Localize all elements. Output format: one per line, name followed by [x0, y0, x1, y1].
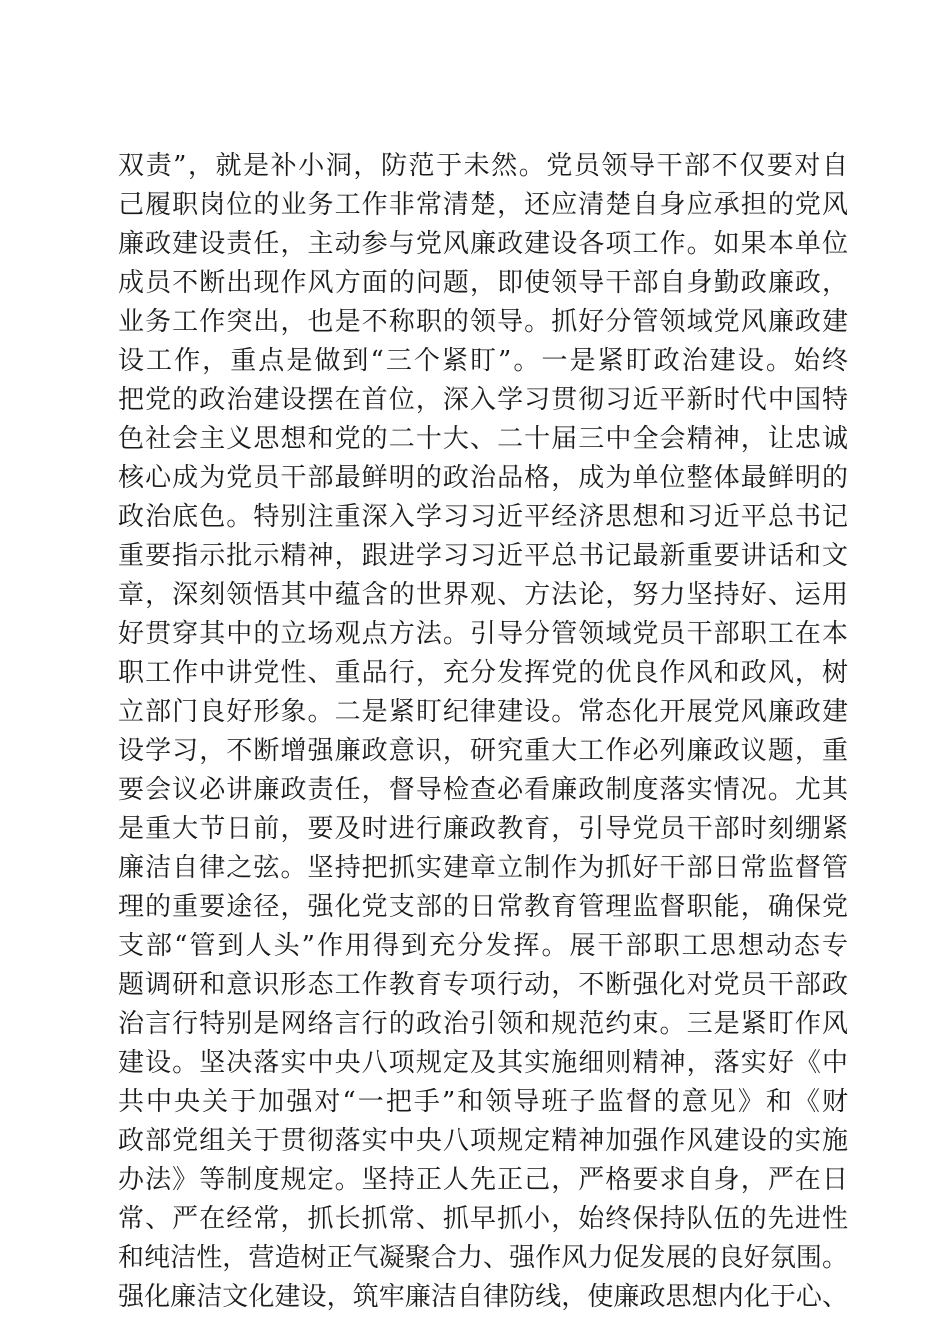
text-line: 廉政建设责任，主动参与党风廉政建设各项工作。如果本单位 — [118, 229, 848, 259]
text-line: 业务工作突出，也是不称职的领导。抓好分管领域党风廉政建 — [118, 307, 848, 337]
text-line: 成员不断出现作风方面的问题，即使领导干部自身勤政廉政， — [118, 268, 848, 298]
text-line: 建设。坚决落实中央八项规定及其实施细则精神，落实好《中 — [118, 1048, 848, 1078]
text-line: 题调研和意识形态工作教育专项行动，不断强化对党员干部政 — [118, 970, 848, 1000]
text-line: 设学习，不断增强廉政意识，研究重大工作必列廉政议题，重 — [118, 736, 848, 766]
text-line: 核心成为党员干部最鲜明的政治品格，成为单位整体最鲜明的 — [118, 463, 848, 493]
text-line: 常、严在经常，抓长抓常、抓早抓小，始终保持队伍的先进性 — [118, 1204, 848, 1234]
text-line: 支部“管到人头”作用得到充分发挥。展干部职工思想动态专 — [118, 931, 848, 961]
text-line: 强化廉洁文化建设，筑牢廉洁自律防线，使廉政思想内化于心、 — [118, 1282, 848, 1312]
text-line: 设工作，重点是做到“三个紧盯”。一是紧盯政治建设。始终 — [118, 346, 848, 376]
text-line: 是重大节日前，要及时进行廉政教育，引导党员干部时刻绷紧 — [118, 814, 848, 844]
text-line: 好贯穿其中的立场观点方法。引导分管领域党员干部职工在本 — [118, 619, 848, 649]
text-line: 治言行特别是网络言行的政治引领和规范约束。三是紧盯作风 — [118, 1009, 848, 1039]
text-line: 共中央关于加强对“一把手”和领导班子监督的意见》和《财 — [118, 1087, 848, 1117]
text-line: 色社会主义思想和党的二十大、二十届三中全会精神，让忠诚 — [118, 424, 848, 454]
body-paragraph — [118, 147, 848, 1317]
text-line: 重要指示批示精神，跟进学习习近平总书记最新重要讲话和文 — [118, 541, 848, 571]
text-line: 立部门良好形象。二是紧盯纪律建设。常态化开展党风廉政建 — [118, 697, 848, 727]
text-line: 和纯洁性，营造树正气凝聚合力、强作风力促发展的良好氛围。 — [118, 1243, 848, 1273]
text-line: 政治底色。特别注重深入学习习近平经济思想和习近平总书记 — [118, 502, 848, 532]
text-line: 双责”，就是补小洞，防范于未然。党员领导干部不仅要对自 — [118, 151, 848, 181]
text-line: 理的重要途径，强化党支部的日常教育管理监督职能，确保党 — [118, 892, 848, 922]
text-line: 办法》等制度规定。坚持正人先正己，严格要求自身，严在日 — [118, 1165, 848, 1195]
text-line: 政部党组关于贯彻落实中央八项规定精神加强作风建设的实施 — [118, 1126, 848, 1156]
text-line: 章，深刻领悟其中蕴含的世界观、方法论，努力坚持好、运用 — [118, 580, 848, 610]
text-line: 职工作中讲党性、重品行，充分发挥党的优良作风和政风，树 — [118, 658, 848, 688]
text-line: 把党的政治建设摆在首位，深入学习贯彻习近平新时代中国特 — [118, 385, 848, 415]
text-line: 要会议必讲廉政责任，督导检查必看廉政制度落实情况。尤其 — [118, 775, 848, 805]
text-line: 己履职岗位的业务工作非常清楚，还应清楚自身应承担的党风 — [118, 190, 848, 220]
text-line: 廉洁自律之弦。坚持把抓实建章立制作为抓好干部日常监督管 — [118, 853, 848, 883]
